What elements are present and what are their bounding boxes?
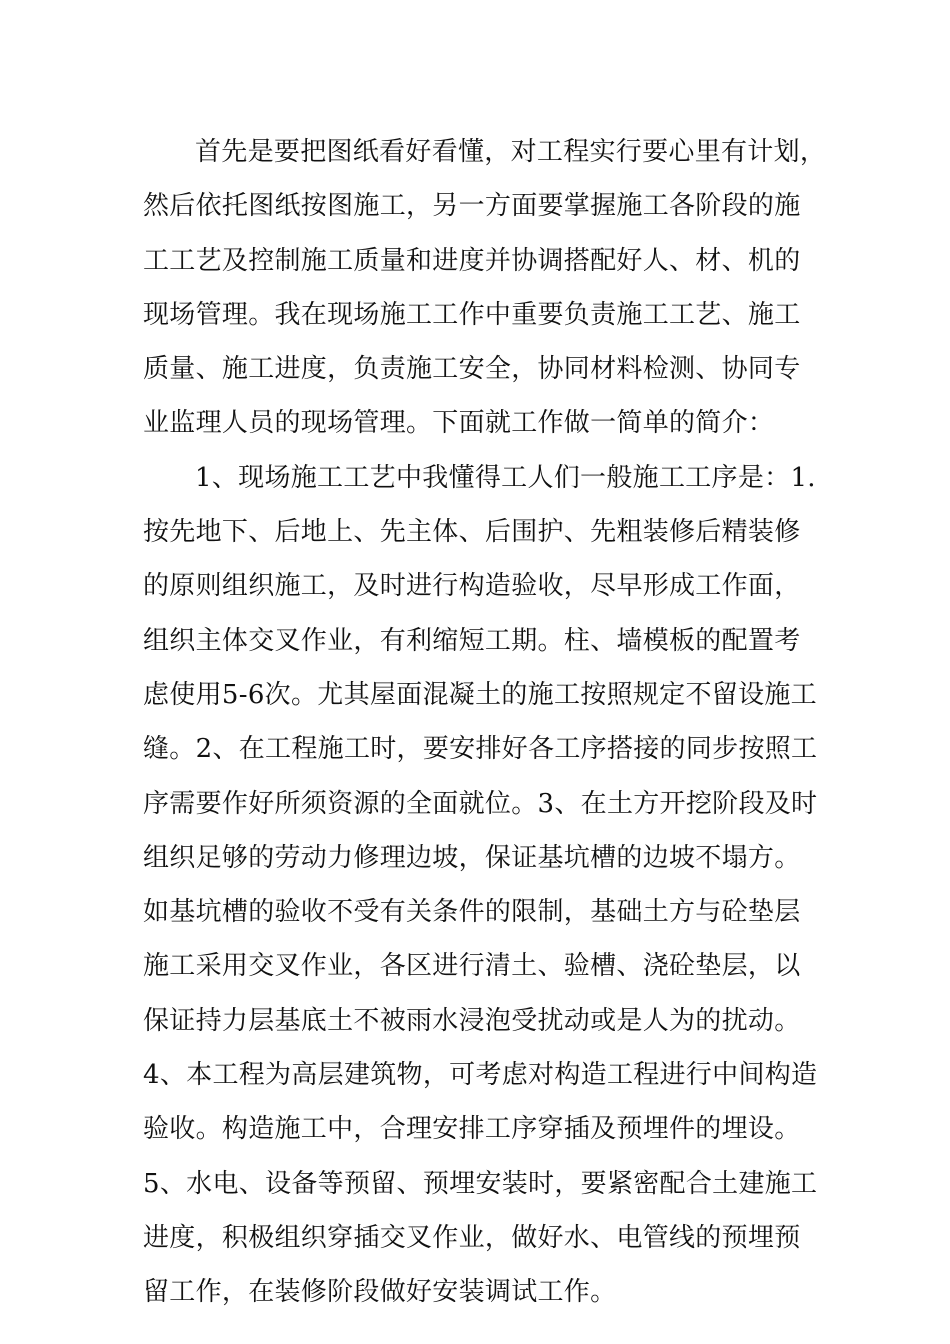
paragraph-line: 如基坑槽的验收不受有关条件的限制，基础土方与砼垫层 bbox=[143, 897, 801, 928]
paragraph-line: 的原则组织施工，及时进行构造验收，尽早形成工作面， bbox=[143, 571, 801, 602]
paragraph-line: 缝。2、在工程施工时，要安排好各工序搭接的同步按照工 bbox=[143, 734, 818, 765]
paragraph-line: 1、现场施工工艺中我懂得工人们一般施工工序是：1. bbox=[195, 462, 816, 493]
paragraph-line: 组织足够的劳动力修理边坡，保证基坑槽的边坡不塌方。 bbox=[143, 842, 801, 873]
paragraph-line: 验收。构造施工中，合理安排工序穿插及预埋件的埋设。 bbox=[143, 1114, 801, 1145]
paragraph-line: 施工采用交叉作业，各区进行清土、验槽、浇砼垫层，以 bbox=[143, 951, 801, 982]
paragraph-line: 5、水电、设备等预留、预埋安装时，要紧密配合土建施工 bbox=[143, 1168, 818, 1199]
paragraph-line: 工工艺及控制施工质量和进度并协调搭配好人、材、机的 bbox=[143, 245, 801, 276]
body-text bbox=[143, 125, 863, 1320]
paragraph-line: 序需要作好所须资源的全面就位。3、在土方开挖阶段及时 bbox=[143, 788, 818, 819]
paragraph-line: 虑使用5-6次。尤其屋面混凝土的施工按照规定不留设施工 bbox=[143, 679, 817, 710]
paragraph-line: 保证持力层基底土不被雨水浸泡受扰动或是人为的扰动。 bbox=[143, 1005, 801, 1036]
paragraph-line: 进度，积极组织穿插交叉作业，做好水、电管线的预埋预 bbox=[143, 1222, 801, 1253]
paragraph-line: 然后依托图纸按图施工，另一方面要掌握施工各阶段的施 bbox=[143, 191, 801, 222]
paragraph-line: 首先是要把图纸看好看懂，对工程实行要心里有计划， bbox=[195, 137, 827, 167]
paragraph-line: 组织主体交叉作业，有利缩短工期。柱、墙模板的配置考 bbox=[143, 625, 801, 656]
paragraph-line: 现场管理。我在现场施工工作中重要负责施工工艺、施工 bbox=[143, 299, 801, 330]
paragraph-line: 按先地下、后地上、先主体、后围护、先粗装修后精装修 bbox=[143, 517, 801, 548]
paragraph-line: 4、本工程为高层建筑物，可考虑对构造工程进行中间构造 bbox=[143, 1060, 818, 1091]
paragraph-line: 质量、施工进度，负责施工安全，协同材料检测、协同专 bbox=[143, 354, 801, 385]
paragraph-line: 留工作，在装修阶段做好安装调试工作。 bbox=[143, 1277, 617, 1308]
paragraph-line: 业监理人员的现场管理。下面就工作做一简单的简介： bbox=[143, 408, 775, 439]
